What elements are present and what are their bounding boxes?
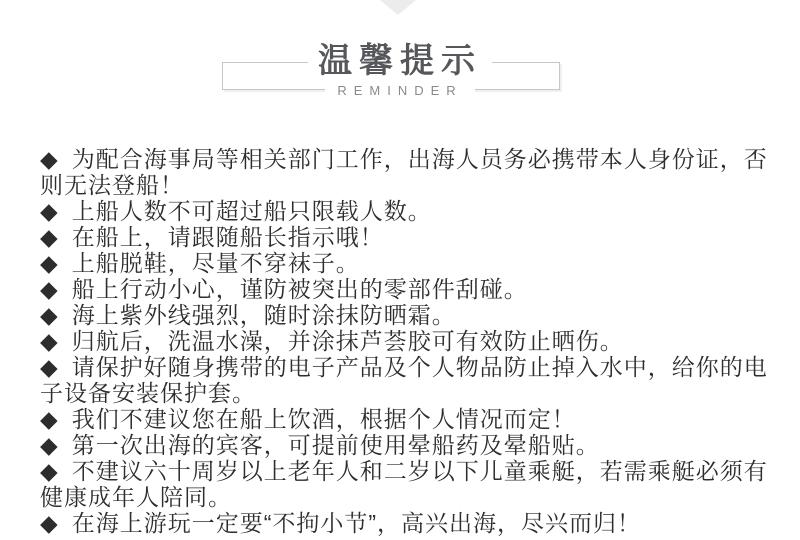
diamond-bullet-icon: ◆ bbox=[40, 276, 59, 302]
notice-item bbox=[40, 432, 772, 458]
notice-item bbox=[40, 406, 772, 432]
notice-item bbox=[40, 510, 772, 536]
notice-text: 为配合海事局等相关部门工作，出海人员务必携带本人身份证，否则无法登船！ bbox=[40, 146, 768, 198]
notice-text: 第一次出海的宾客，可提前使用晕船药及晕船贴。 bbox=[71, 432, 600, 458]
notice-item bbox=[40, 146, 772, 198]
diamond-bullet-icon: ◆ bbox=[40, 146, 59, 172]
notice-text: 归航后，洗温水澡，并涂抹芦荟胶可有效防止晒伤。 bbox=[71, 328, 624, 354]
notice-item bbox=[40, 224, 772, 250]
notice-item bbox=[40, 458, 772, 510]
diamond-bullet-icon: ◆ bbox=[40, 354, 59, 380]
notice-text: 上船脱鞋，尽量不穿袜子。 bbox=[71, 250, 360, 276]
diamond-bullet-icon: ◆ bbox=[40, 198, 59, 224]
title-row bbox=[0, 43, 800, 79]
notice-text: 海上紫外线强烈，随时涂抹防晒霜。 bbox=[71, 302, 456, 328]
page-title: 温馨提示 bbox=[308, 43, 492, 79]
diamond-bullet-icon: ◆ bbox=[40, 458, 59, 484]
notice-item bbox=[40, 276, 772, 302]
notice-text: 我们不建议您在船上饮酒，根据个人情况而定！ bbox=[71, 406, 576, 432]
notice-text: 在船上，请跟随船长指示哦！ bbox=[71, 224, 384, 250]
diamond-bullet-icon: ◆ bbox=[40, 432, 59, 458]
page-subtitle: REMINDER bbox=[325, 84, 474, 97]
diamond-bullet-icon: ◆ bbox=[40, 224, 59, 250]
notice-item bbox=[40, 302, 772, 328]
diamond-bullet-icon: ◆ bbox=[40, 302, 59, 328]
subtitle-row bbox=[0, 82, 800, 100]
diamond-bullet-icon: ◆ bbox=[40, 328, 59, 354]
notice-item bbox=[40, 328, 772, 354]
diamond-bullet-icon: ◆ bbox=[40, 250, 59, 276]
diamond-bullet-icon: ◆ bbox=[40, 510, 59, 536]
notice-text: 不建议六十周岁以上老年人和二岁以下儿童乘艇，若需乘艇必须有健康成年人陪同。 bbox=[40, 458, 768, 510]
notice-text: 上船人数不可超过船只限载人数。 bbox=[71, 198, 432, 224]
notice-item bbox=[40, 198, 772, 224]
notice-text: 请保护好随身携带的电子产品及个人物品防止掉入水中，给你的电子设备安装保护套。 bbox=[40, 354, 768, 406]
notice-item bbox=[40, 250, 772, 276]
diamond-bullet-icon: ◆ bbox=[40, 406, 59, 432]
notice-text: 船上行动小心，谨防被突出的零部件刮碰。 bbox=[71, 276, 528, 302]
page-header bbox=[0, 0, 800, 118]
notice-list bbox=[0, 146, 800, 536]
notice-item bbox=[40, 354, 772, 406]
notice-text: 在海上游玩一定要“不拘小节”，高兴出海，尽兴而归！ bbox=[71, 510, 642, 536]
